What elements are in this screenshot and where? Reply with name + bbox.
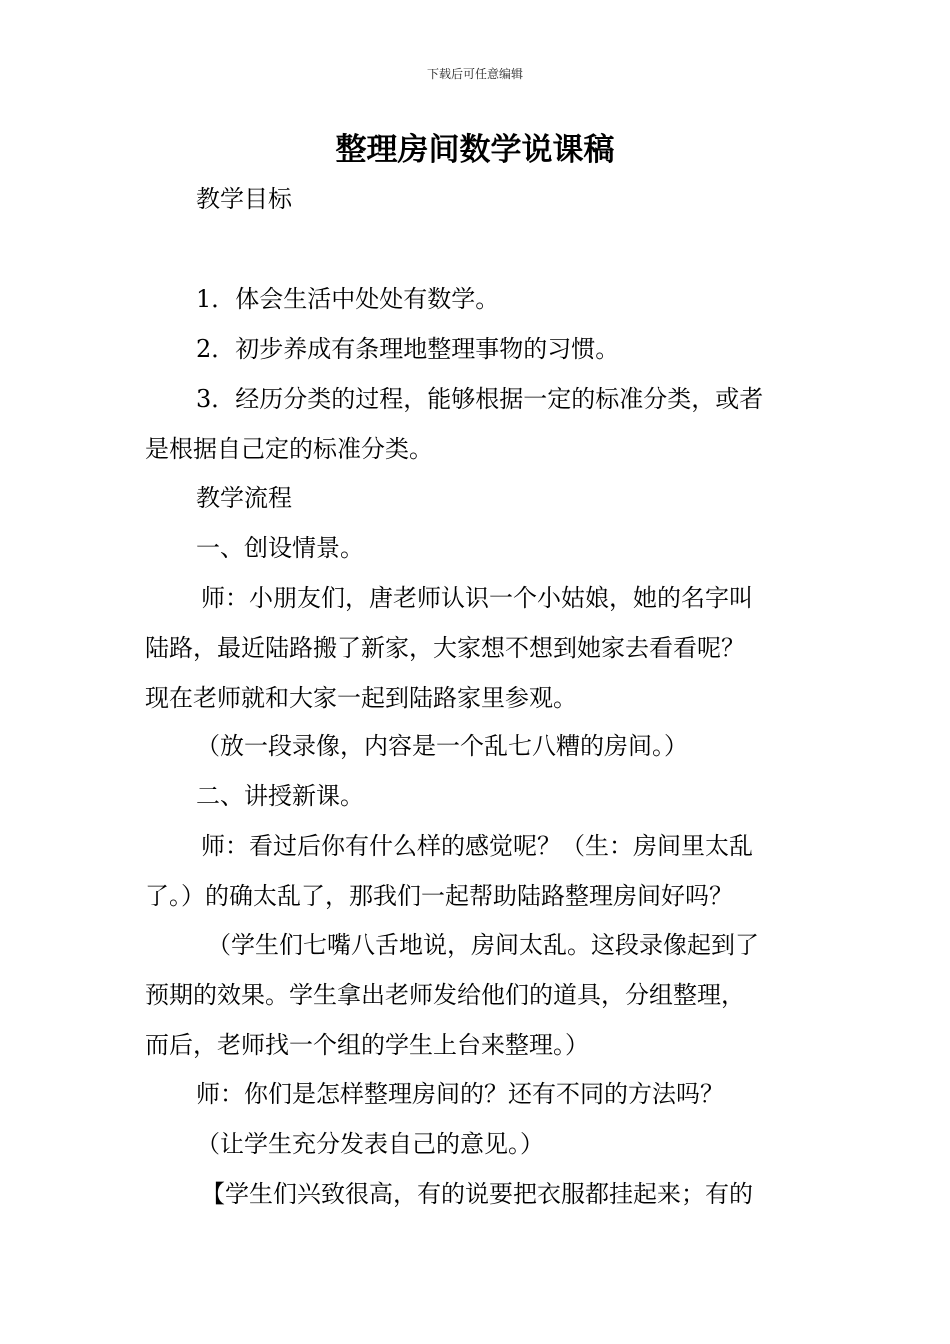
goal-3-line-2: 是根据自己定的标准分类。 [145,435,433,463]
note-4-line-1: 【学生们兴致很高，有的说要把衣服都挂起来；有的 [201,1180,753,1208]
note-paragraph-4 [145,1169,810,1219]
teacher-2-line-2: 了。）的确太乱了，那我们一起帮助陆路整理房间好吗？ [145,882,733,910]
heading-teaching-process: 教学流程 [196,484,292,512]
teacher-paragraph-2 [145,821,810,921]
goal-item-1: 1．体会生活中处处有数学。 [196,285,500,313]
goal-item-3 [145,374,810,474]
note-paragraph-3: （让学生充分发表自己的意见。） [196,1130,544,1158]
note-paragraph-1: （放一段录像，内容是一个乱七八糟的房间。） [196,732,688,760]
teacher-1-line-1: 师：小朋友们，唐老师认识一个小姑娘，她的名字叫 [201,584,753,612]
heading-teaching-goals: 教学目标 [196,185,292,213]
teacher-1-line-3: 现在老师就和大家一起到陆路家里参观。 [145,684,577,712]
page-header: 下载后可任意编辑 [426,67,523,81]
note-2-line-2: 预期的效果。学生拿出老师发给他们的道具，分组整理， [145,981,745,1009]
teacher-paragraph-3: 师：你们是怎样整理房间的？还有不同的方法吗？ [196,1080,724,1108]
teacher-1-line-2: 陆路，最近陆路搬了新家，大家想不想到她家去看看呢？ [145,634,745,662]
step-1-heading: 一、创设情景。 [196,534,364,562]
note-2-line-3: 而后，老师找一个组的学生上台来整理。） [145,1031,589,1059]
step-2-heading: 二、讲授新课。 [196,782,364,810]
teacher-2-line-1: 师：看过后你有什么样的感觉呢？（生：房间里太乱 [201,832,753,860]
note-paragraph-2 [145,920,810,1070]
note-2-line-1: （学生们七嘴八舌地说，房间太乱。这段录像起到了 [207,931,759,959]
teacher-paragraph-1 [145,573,810,723]
goal-3-line-1: 3．经历分类的过程，能够根据一定的标准分类，或者 [196,385,764,413]
goal-item-2: 2．初步养成有条理地整理事物的习惯。 [196,335,620,363]
document-title: 整理房间数学说课稿 [335,132,615,168]
